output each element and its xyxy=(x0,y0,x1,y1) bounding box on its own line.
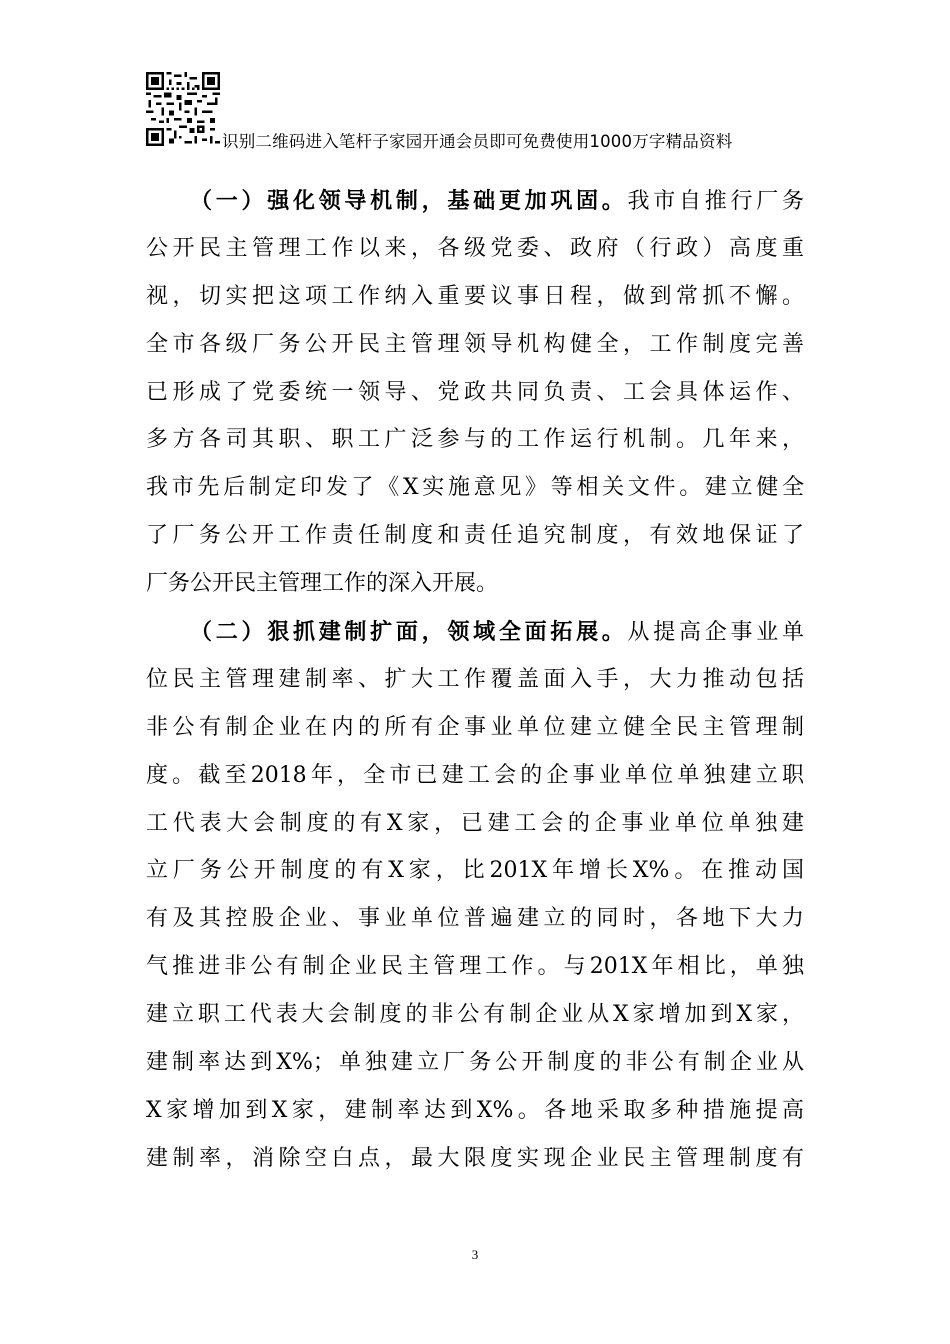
paragraph-2-line-10: 建制率达到X%；单独建立厂务公开制度的非公有制企业从 xyxy=(146,1050,804,1076)
paragraph-1-line-8: 了厂务公开工作责任制度和责任追究制度，有效地保证了 xyxy=(146,523,804,549)
paragraph-2-line-5: 工代表大会制度的有X家，已建工会的企事业单位单独建 xyxy=(146,810,804,836)
section-heading-2: （二）狠抓建制扩面，领域全面拓展。 xyxy=(190,619,628,646)
paragraph-2-line-2: 位民主管理建制率、扩大工作覆盖面入手，大力推动包括 xyxy=(146,666,804,692)
paragraph-2-line-12: 建制率，消除空白点，最大限度实现企业民主管理制度有 xyxy=(146,1145,804,1171)
header-promo-text: 识别二维码进入笔杆子家园开通会员即可免费使用1000万字精品资料 xyxy=(222,132,733,151)
paragraph-2-line-11: X家增加到X家，建制率达到X%。各地采取多种措施提高 xyxy=(146,1097,804,1123)
paragraph-1-line-9: 厂务公开民主管理工作的深入开展。 xyxy=(146,571,499,597)
paragraph-2-line-1: （二）狠抓建制扩面，领域全面拓展。从提高企事业单 xyxy=(190,619,804,646)
paragraph-1-line-2: 公开民主管理工作以来，各级党委、政府（行政）高度重 xyxy=(146,235,804,261)
paragraph-1-line-4: 全市各级厂务公开民主管理领导机构健全，工作制度完善 xyxy=(146,331,804,357)
paragraph-2-line-8: 气推进非公有制企业民主管理工作。与201X年相比，单独 xyxy=(146,954,804,980)
page-number: 3 xyxy=(471,1247,479,1262)
document-body xyxy=(146,182,804,1188)
paragraph-2-line-7: 有及其控股企业、事业单位普遍建立的同时，各地下大力 xyxy=(146,906,804,932)
paragraph-1-line-5: 已形成了党委统一领导、党政共同负责、工会具体运作、 xyxy=(146,379,804,405)
paragraph-2-line-3: 非公有制企业在内的所有企事业单位建立健全民主管理制 xyxy=(146,714,804,740)
paragraph-1-line-6: 多方各司其职、职工广泛参与的工作运行机制。几年来， xyxy=(146,427,804,453)
paragraph-2-line-4: 度。截至2018年，全市已建工会的企事业单位单独建立职 xyxy=(146,762,804,788)
qr-code xyxy=(146,72,220,146)
paragraph-2-line-9: 建立职工代表大会制度的非公有制企业从X家增加到X家， xyxy=(146,1002,804,1028)
paragraph-2-line-6: 立厂务公开制度的有X家，比201X年增长X%。在推动国 xyxy=(146,858,804,884)
section-heading-1: （一）强化领导机制，基础更加巩固。 xyxy=(190,188,628,214)
paragraph-1-line-3: 视，切实把这项工作纳入重要议事日程，做到常抓不懈。 xyxy=(146,283,804,309)
paragraph-1-line-7: 我市先后制定印发了《X实施意见》等相关文件。建立健全 xyxy=(146,475,804,501)
paragraph-1-line-1: （一）强化领导机制，基础更加巩固。我市自推行厂务 xyxy=(190,188,804,214)
